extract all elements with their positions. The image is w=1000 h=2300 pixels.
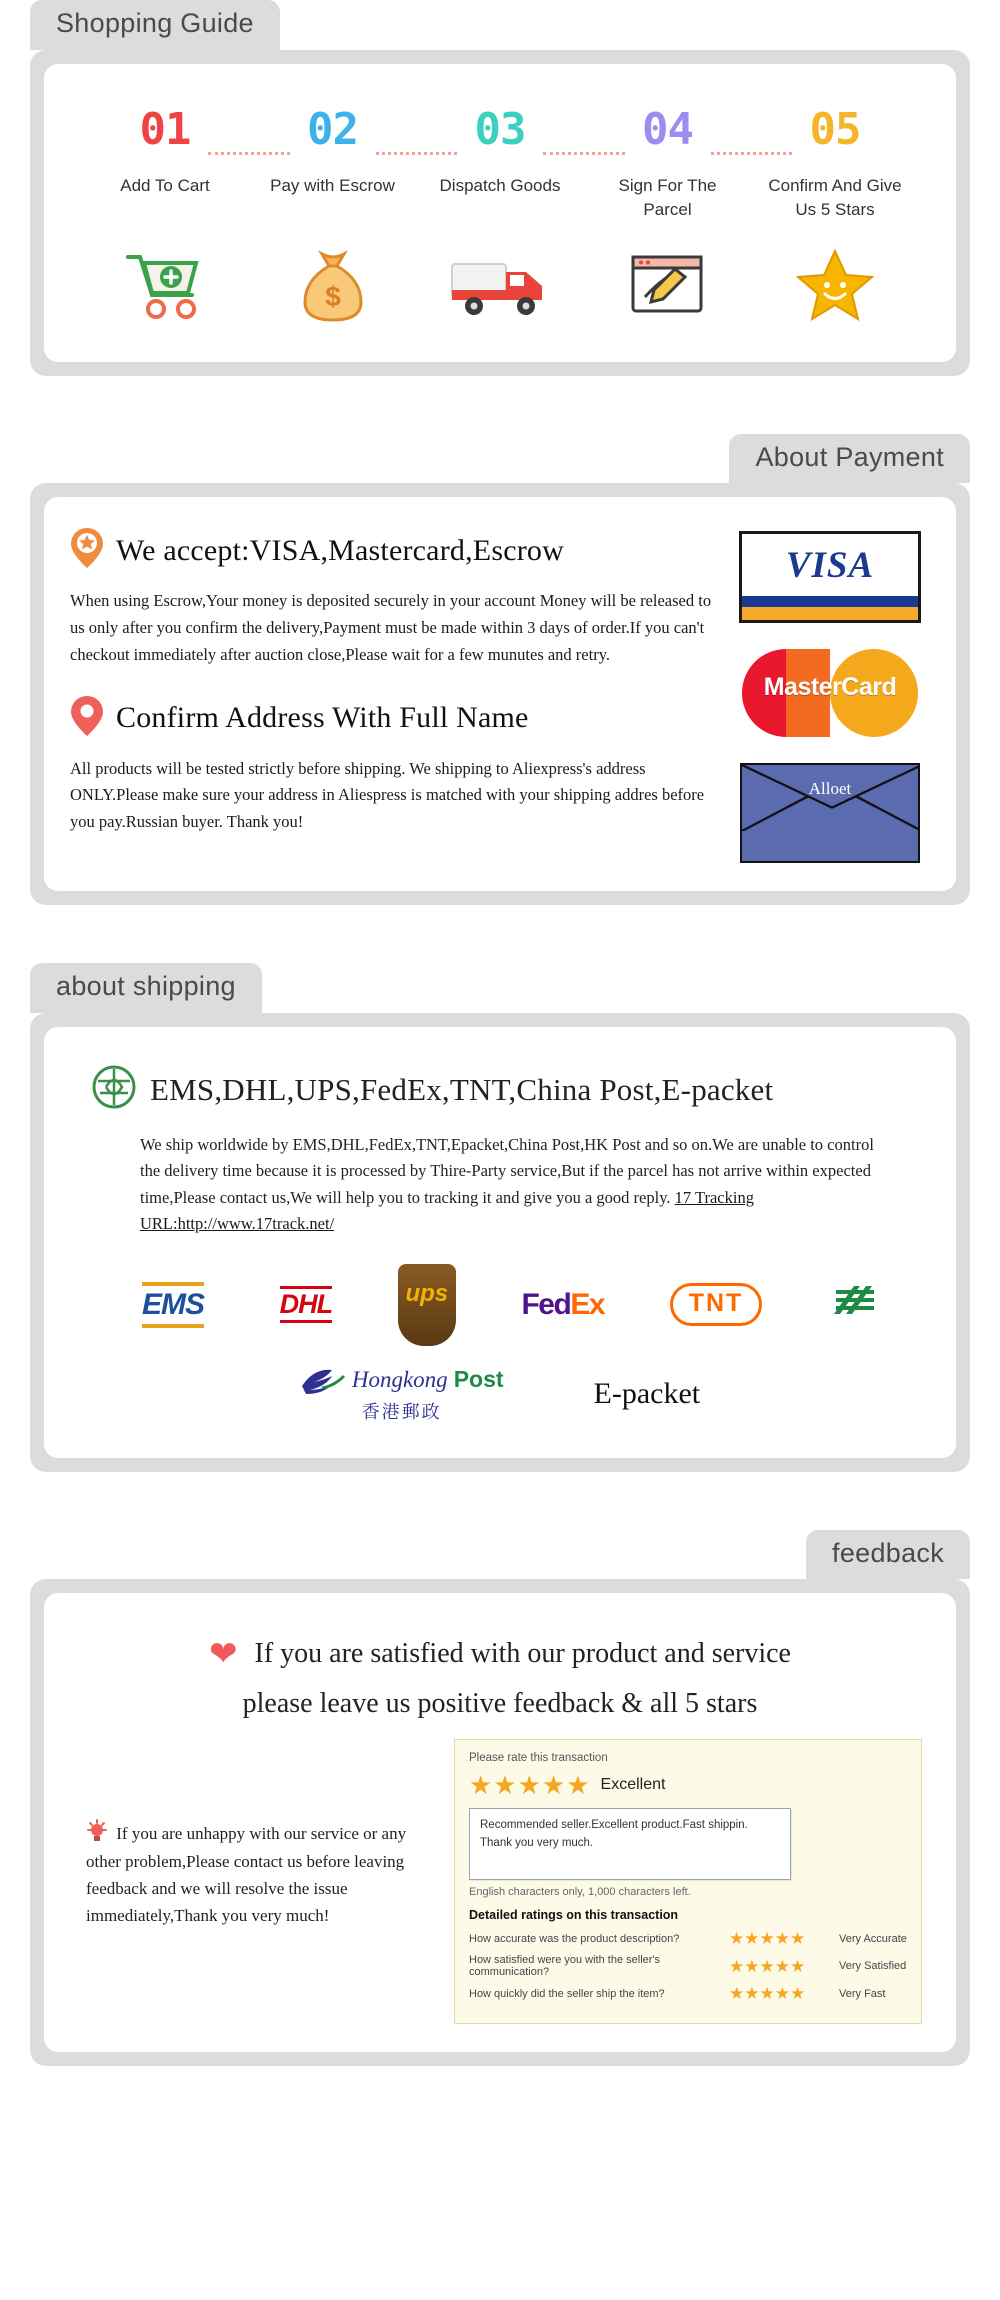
ups-label: ups (405, 1279, 449, 1307)
shopping-guide-section (30, 0, 970, 376)
step-3-number: 03 (474, 103, 526, 155)
feedback-tab: feedback (806, 1530, 970, 1580)
step-4-label: Sign For The Parcel (618, 175, 717, 220)
step-3-label: Dispatch Goods (439, 175, 561, 195)
rating-stars[interactable]: ★★★★★ (469, 1770, 591, 1801)
rating-char-note: English characters only, 1,000 characters left. (469, 1886, 691, 1899)
detailed-rating-stars[interactable]: ★★★★★ (729, 1956, 806, 1976)
detailed-rating-label: Very Accurate (839, 1932, 907, 1945)
detailed-rating-stars[interactable]: ★★★★★ (729, 1929, 806, 1949)
shopping-guide-tab-row (30, 0, 970, 50)
lightbulb-icon (86, 1824, 116, 1843)
tnt-logo (670, 1283, 763, 1326)
step-2 (258, 103, 408, 328)
payment-heading-2-row (70, 695, 712, 742)
detailed-ratings-title: Detailed ratings on this transaction (469, 1908, 679, 1923)
payment-panel (30, 483, 970, 905)
feedback-heading-line2: please leave us positive feedback & all 5 stars (242, 1688, 758, 1719)
detailed-rating-stars[interactable]: ★★★★★ (729, 1984, 806, 2004)
step-4 (593, 103, 743, 328)
tracking-url-link[interactable]: 17 Tracking URL:http://www.17track.net/ (140, 1187, 754, 1234)
tnt-label: TNT (688, 1289, 744, 1318)
detailed-rating-question: How satisfied were you with the seller's communication? (469, 1954, 661, 1979)
rating-comment-input[interactable]: Recommended seller.Excellent product.Fast shippin. Thank you very much. (469, 1808, 791, 1880)
step-2-number: 02 (307, 103, 358, 155)
feedback-section (30, 1530, 970, 2067)
shipping-tab: about shipping (30, 963, 262, 1013)
payment-tab-row (30, 434, 970, 484)
shipping-section (30, 963, 970, 1471)
delivery-truck-icon (425, 242, 575, 328)
detailed-rating-label: Very Fast (839, 1987, 886, 2000)
hk-post-chinese-label: 香港郵政 (361, 1401, 442, 1422)
feedback-heading-line1: If you are satisfied with our product and service (254, 1638, 791, 1670)
envelope-icon (740, 763, 920, 863)
step-connector (208, 152, 290, 155)
rating-label: Excellent (600, 1776, 666, 1794)
step-2-label: Pay with Escrow (270, 175, 395, 195)
payment-heading-2: Confirm Address With Full Name (116, 701, 529, 735)
carrier-logos-row-1 (132, 1264, 882, 1346)
envelope-brand: Alloet (808, 779, 852, 799)
step-5 (760, 103, 910, 328)
fedex-ex-label: Ex (570, 1287, 605, 1321)
step-connector (376, 152, 458, 155)
detailed-rating-question: How quickly did the seller ship the item? (469, 1987, 665, 2000)
smiling-star-icon (760, 242, 910, 328)
ups-logo (398, 1264, 456, 1346)
visa-label: VISA (785, 544, 875, 586)
detailed-rating-label: Very Satisfied (839, 1960, 907, 1973)
shopping-guide-tab: Shopping Guide (30, 0, 280, 50)
payment-section (30, 434, 970, 906)
feedback-panel (30, 1579, 970, 2066)
payment-heading-1-row (70, 527, 712, 574)
globe-icon (92, 1065, 136, 1114)
detailed-rating-row (469, 1985, 907, 2002)
carrier-logos-row-2 (70, 1364, 930, 1424)
hk-post-label: Post (453, 1366, 504, 1393)
hongkong-label: Hongkong (351, 1366, 448, 1392)
pin-star-icon (70, 527, 104, 574)
mastercard-logo (742, 641, 918, 745)
payment-logos (730, 519, 930, 863)
payment-heading-1: We accept:VISA,Mastercard,Escrow (116, 533, 564, 567)
step-3 (425, 103, 575, 328)
feedback-heading (70, 1629, 930, 1725)
step-5-number: 05 (809, 103, 861, 155)
dhl-label: DHL (279, 1289, 333, 1320)
shipping-tab-row (30, 963, 970, 1013)
detailed-rating-question: How accurate was the product description? (469, 1932, 680, 1945)
feedback-left-text: If you are unhappy with our service or any other problem,Please contact us before leaving feedback and we will resolve the issue immediately,Thank you very much! (86, 1824, 407, 1925)
fedex-fed-label: Fed (521, 1287, 571, 1321)
detailed-rating-row (469, 1954, 907, 1978)
heart-icon: ❤ (209, 1636, 238, 1674)
hongkong-post-logo (300, 1364, 504, 1424)
shopping-guide-panel (30, 50, 970, 376)
ems-logo (132, 1280, 214, 1330)
hongkong-post-bird-icon (300, 1364, 346, 1396)
shipping-heading-row (92, 1065, 930, 1114)
shipping-text (140, 1132, 886, 1238)
epacket-logo: E-packet (593, 1376, 701, 1410)
step-1-number: 01 (139, 103, 191, 155)
rating-widget (454, 1739, 930, 2024)
svg-text:$: $ (324, 280, 341, 312)
shipping-heading: EMS,DHL,UPS,FedEx,TNT,China Post,E-packet (150, 1071, 774, 1107)
dhl-logo (280, 1286, 333, 1323)
sign-document-icon (593, 242, 743, 328)
payment-tab: About Payment (729, 434, 970, 484)
ems-label: EMS (142, 1287, 205, 1321)
step-1-label: Add To Cart (120, 175, 210, 195)
steps-list (70, 86, 930, 334)
shipping-panel (30, 1013, 970, 1472)
mastercard-label: MasterCard (763, 673, 897, 702)
detailed-rating-row (469, 1930, 907, 1947)
feedback-tab-row (30, 1530, 970, 1580)
step-connector (711, 152, 793, 155)
feedback-left-text-block (70, 1739, 436, 2024)
visa-card-logo (739, 531, 921, 623)
payment-text-1: When using Escrow,Your money is deposited securely in your account Money will be released to us only after you confirm the delivery,Payment must be made within 3 days of order.If you can't checkout immediately after auction close,Please wait for a few munutes and retry. (70, 591, 712, 664)
shopping-cart-icon (90, 242, 240, 328)
step-1 (90, 103, 240, 328)
step-connector (543, 152, 625, 155)
shipping-text-body: We ship worldwide by EMS,DHL,FedEx,TNT,Epacket,China Post,HK Post and so on.We are unable to control the delivery time because it is processed by Thire-Party service,But if the parcel has not arrive within expected time,Please contact us,We will help you to tracking it and give you a good reply. (140, 1135, 874, 1207)
money-bag-icon (258, 242, 408, 328)
payment-text-2: All products will be tested strictly before shipping. We shipping to Aliexpress's address ONLY.Please make sure your address in Aliespress is matched with your shipping addres before you pay.Russian buyer. Thank you! (70, 758, 705, 831)
pin-icon (70, 695, 104, 742)
china-post-logo (828, 1280, 882, 1329)
rating-title: Please rate this transaction (469, 1752, 608, 1765)
step-5-label: Confirm And Give Us 5 Stars (768, 175, 902, 220)
step-4-number: 04 (642, 103, 693, 155)
fedex-logo (521, 1288, 604, 1322)
